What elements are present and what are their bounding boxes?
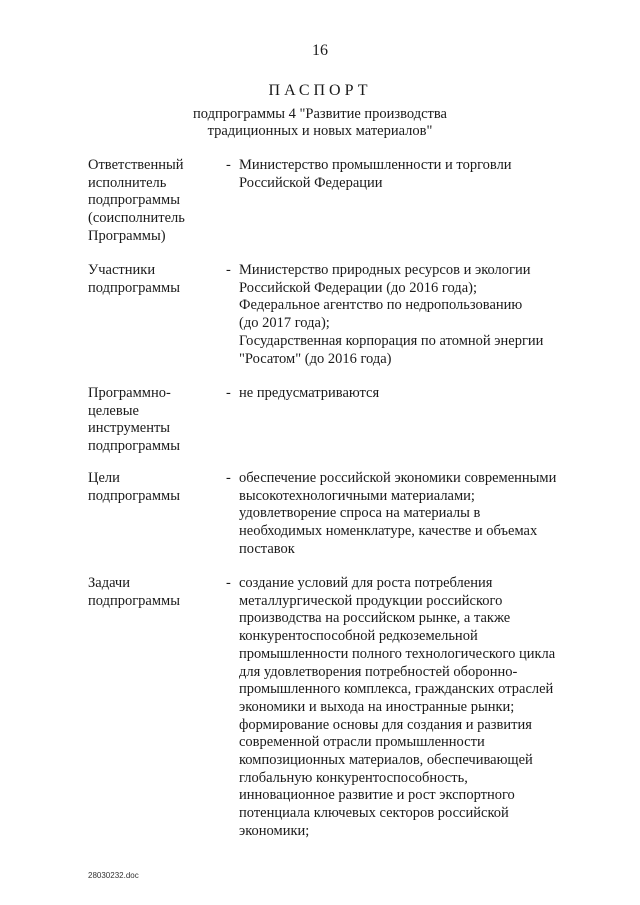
passport-subtitle: [0, 106, 640, 140]
value-line: для удовлетворения потребностей оборонно-: [239, 663, 518, 680]
page-number: 16: [312, 42, 328, 59]
value-line: обеспечение российской экономики современными: [239, 470, 557, 486]
label-line: подпрограммы: [88, 279, 180, 296]
value-line: формирование основы для создания и развития: [239, 716, 532, 733]
row-value: [239, 470, 599, 559]
label-line: подпрограммы: [88, 438, 180, 455]
value-line: удовлетворение спроса на материалы в: [239, 505, 481, 522]
value-line: Государственная корпорация по атомной энергии: [239, 332, 544, 349]
value-line: потенциала ключевых секторов российской: [239, 805, 509, 822]
value-line: Российской Федерации: [239, 174, 383, 191]
row-value: [239, 262, 599, 368]
value-line: Российской Федерации (до 2016 года);: [239, 279, 477, 296]
value-line: металлургической продукции российского: [239, 592, 503, 609]
label-line: Ответственный: [88, 157, 184, 173]
value-line: производства на российском рынке, а также: [239, 610, 511, 627]
value-line: экономики и выхода на иностранные рынки;: [239, 698, 515, 715]
row-value: [239, 385, 599, 403]
label-line: Программы): [88, 227, 166, 244]
label-line: Программно-: [88, 385, 171, 401]
subtitle-line: подпрограммы 4 "Развитие производства: [193, 106, 447, 122]
value-line: поставок: [239, 540, 295, 557]
value-line: высокотехнологичными материалами;: [239, 487, 475, 504]
label-line: подпрограммы: [88, 592, 180, 609]
row-label: [88, 385, 220, 456]
label-line: исполнитель: [88, 174, 167, 191]
file-name-footer: 28030232.doc: [88, 871, 139, 880]
value-line: создание условий для роста потребления: [239, 575, 493, 591]
subtitle-line: традиционных и новых материалов": [207, 123, 433, 139]
row-dash: -: [226, 575, 231, 591]
value-line: конкурентоспособной редкоземельной: [239, 628, 478, 645]
row-label: [88, 157, 220, 246]
value-line: "Росатом" (до 2016 года): [239, 350, 392, 367]
label-line: Участники: [88, 262, 156, 278]
label-line: подпрограммы: [88, 487, 180, 504]
value-line: промышленного комплекса, гражданских отраслей: [239, 681, 554, 698]
value-line: Министерство природных ресурсов и экологии: [239, 262, 531, 278]
label-line: целевые: [88, 402, 139, 419]
row-dash: -: [226, 470, 231, 486]
label-line: инструменты: [88, 420, 171, 437]
value-line: экономики;: [239, 822, 310, 839]
passport-title: ПАСПОРТ: [268, 82, 372, 99]
row-label: [88, 575, 220, 610]
value-line: Федеральное агентство по недропользованию: [239, 297, 523, 314]
value-line: инновационное развитие и рост экспортного: [239, 787, 515, 804]
row-dash: -: [226, 262, 231, 278]
value-line: глобальную конкурентоспособность,: [239, 769, 468, 786]
label-line: подпрограммы: [88, 192, 180, 209]
value-line: Министерство промышленности и торговли: [239, 157, 512, 173]
label-line: (соисполнитель: [88, 210, 185, 227]
row-value: [239, 157, 599, 192]
value-line: не предусматриваются: [239, 385, 380, 401]
value-line: промышленности полного технологического цикла: [239, 645, 556, 662]
value-line: необходимых номенклатуре, качестве и объемах: [239, 523, 538, 540]
row-dash: -: [226, 157, 231, 173]
value-line: современной отрасли промышленности: [239, 734, 485, 751]
row-value: [239, 575, 599, 841]
label-line: Задачи: [88, 575, 130, 591]
row-dash: -: [226, 385, 231, 401]
value-line: композиционных материалов, обеспечивающей: [239, 752, 533, 769]
row-label: [88, 470, 220, 505]
label-line: Цели: [88, 470, 120, 486]
row-label: [88, 262, 220, 297]
value-line: (до 2017 года);: [239, 315, 330, 332]
